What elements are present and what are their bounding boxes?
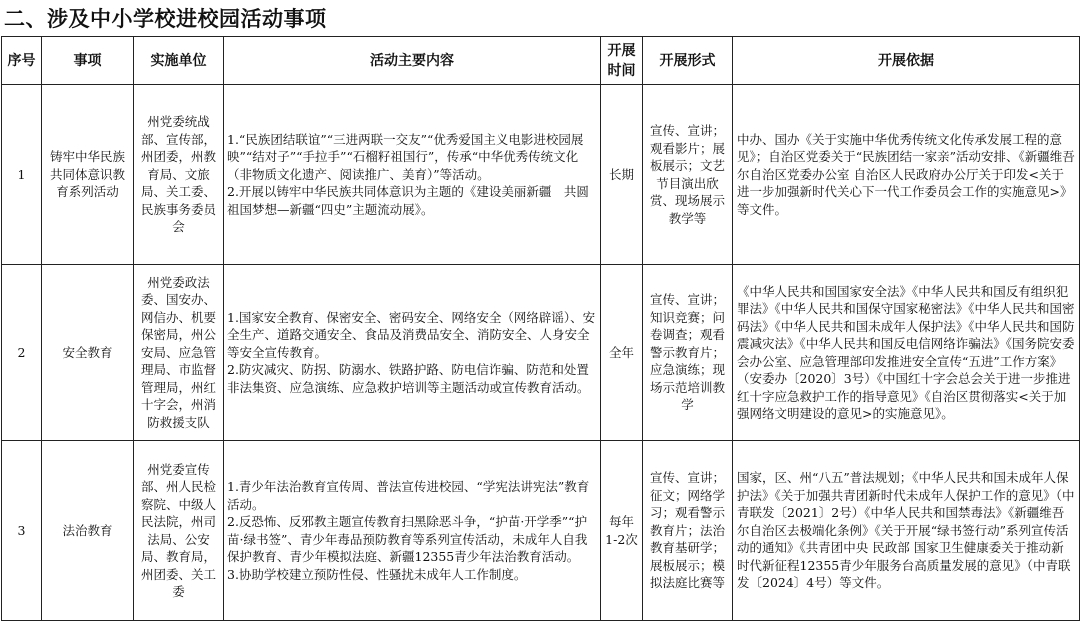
row-3-basis: 国家，区、州“八五”普法规划；《中华人民共和国未成年人保护法》《关于加强共青团新时代未成年人保护工作的意见》（中青联发〔2021〕2号）《中华人民共和国禁毒法》《新疆维吾尔自治区去极端化条例》《关于开展“绿书签行动”系列宣传活动的通知》《共青团中央 民政部 国家卫生健康委关于推动新时代新征程12355青少年服务台高质量发展的意见》（中青联发〔2024〕4号）等文件。 (733, 441, 1080, 621)
row-3-content-line: 3.协助学校建立预防性侵、性骚扰未成年人工作制度。 (227, 566, 527, 582)
activity-table (1, 36, 1080, 621)
header-form: 开展形式 (643, 37, 733, 85)
row-2-content-line: 2.防灾减灾、防拐、防溺水、铁路护路、防电信诈骗、防范和处置非法集资、应急演练、应急救护培训等主题活动或宣传教育活动。 (227, 362, 590, 395)
row-1-content-line: 1.“民族团结联谊”“三进两联一交友”“优秀爱国主义电影进校园展映”“结对子”“手拉手”“石榴籽祖国行”，传承“中华优秀传统文化（非物质文化遗产、阅读推广、美育）”等活动。 (227, 131, 584, 182)
row-2-time: 全年 (601, 265, 643, 441)
row-2-unit: 州党委政法委、国安办、网信办、机要保密局，州公安局、应急管理局、市监督管理局，州红十字会，州消防救援支队 (134, 265, 224, 441)
row-1-no: 1 (2, 85, 42, 265)
header-no: 序号 (2, 37, 42, 85)
row-2-basis: 《中华人民共和国国家安全法》《中华人民共和国反有组织犯罪法》《中华人民共和国保守国家秘密法》《中华人民共和国密码法》《中华人民共和国未成年人保护法》《中华人民共和国防震减灾法》《中华人民共和国反电信网络诈骗法》《国务院安委会办公室、应急管理部印发推进安全宣传“五进”工作方案》（安委办〔2020〕3号）《中国红十字会总会关于进一步推进红十字应急救护工作的指导意见》《自治区贯彻落实<关于加强网络文明建设的意见>的实施意见》。 (733, 265, 1080, 441)
row-3-content-line: 2.反恐怖、反邪教主题宣传教育扫黑除恶斗争，“护苗·开学季”“护苗·绿书签”、青少年毒品预防教育等系列宣传活动，未成年人自我保护教育、青少年模拟法庭、新疆12355青少年法治教育活动。 (227, 514, 588, 564)
row-1-content (224, 85, 601, 265)
row-2-item: 安全教育 (42, 265, 134, 441)
row-3-unit: 州党委宣传部、州人民检察院、中级人民法院，州司法局、公安局、教育局，州团委、关工委 (134, 441, 224, 621)
row-3-form: 宣传、宣讲；征文；网络学习；观看警示教育片；法治教育基研学；展板展示；模拟法庭比赛等 (643, 441, 733, 621)
row-1-basis: 中办、国办《关于实施中华优秀传统文化传承发展工程的意见》；自治区党委关于“民族团结一家亲”活动安排、《新疆维吾尔自治区党委办公室 自治区人民政府办公厅关于印发<关于进一步加强新时代关心下一代工作委员会工作的实施意见>》等文件。 (733, 85, 1080, 265)
row-2-content (224, 265, 601, 441)
header-time: 开展 时间 (601, 37, 643, 85)
table-row (2, 85, 1080, 265)
row-3-no: 3 (2, 441, 42, 621)
header-content: 活动主要内容 (224, 37, 601, 85)
row-3-content-line: 1.青少年法治教育宣传周、普法宣传进校园、“学宪法讲宪法”教育活动。 (227, 479, 590, 512)
header-basis: 开展依据 (733, 37, 1080, 85)
header-row (2, 37, 1080, 85)
header-item: 事项 (42, 37, 134, 85)
row-1-item: 铸牢中华民族共同体意识教育系列活动 (42, 85, 134, 265)
row-1-content-line: 2.开展以铸牢中华民族共同体意识为主题的《建设美丽新疆 共圆祖国梦想—新疆“四史”主题流动展》。 (227, 184, 589, 217)
row-2-form: 宣传、宣讲；知识竞赛；问卷调查；观看警示教育片；应急演练；现场示范培训教学 (643, 265, 733, 441)
row-1-form: 宣传、宣讲；观看影片；展板展示；文艺节目演出欣赏、现场展示教学等 (643, 85, 733, 265)
row-1-unit: 州党委统战部、宣传部，州团委，州教育局、文旅局、关工委、民族事务委员会 (134, 85, 224, 265)
row-3-content (224, 441, 601, 621)
table-row (2, 441, 1080, 621)
row-2-no: 2 (2, 265, 42, 441)
header-unit: 实施单位 (134, 37, 224, 85)
row-1-time: 长期 (601, 85, 643, 265)
table-row (2, 265, 1080, 441)
row-2-content-line: 1.国家安全教育、保密安全、密码安全、网络安全（网络辟谣）、安全生产、道路交通安全、食品及消费品安全、消防安全、人身安全等安全宣传教育。 (227, 309, 596, 360)
row-3-item: 法治教育 (42, 441, 134, 621)
row-3-time: 每年1-2次 (601, 441, 643, 621)
section-title: 二、涉及中小学校进校园活动事项 (4, 7, 327, 31)
